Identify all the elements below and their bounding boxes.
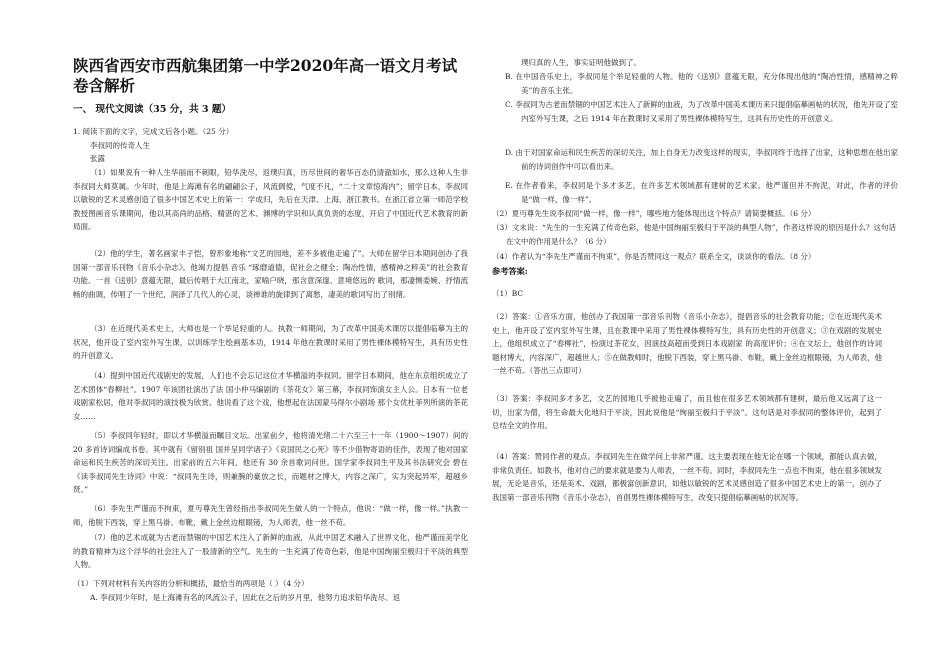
paragraph-5: （5）李叔同年轻时，即以才华横溢而瞩目文坛。出家前夕，他将清光绪二十六至三十一年（1900～1907）间的 20 多首诗词编成书卷。其中就有《留别祖 国并呈同学诸子》《哀国民之心死》等不少借物寄语的佳作，表现了他对国家命运和民生疾苦的深切关注。出家前的五六年间，他还有 30 余首歌词问世。国学家李叔同生平及其书法研究会 碧在《读李叔同先生诗词》中说：“叔同先生诗，则兼腕的豪放之长，而题材之博大，内容之深广，实为突起异军，超越乡贤。” — [73, 431, 468, 495]
essay-title: 李叔同的传奇人生 — [90, 141, 150, 150]
question-2: （2）夏丏尊先生说李叔同“做一样，像一样”，哪些地方能体现出这个特点？请简要概括。（6 分） — [492, 209, 816, 218]
question-4: （4）作者认为“李先生严谨而不拘束”，你是否赞同这一观点？联系全文，谈谈你的看法。（8 分） — [492, 252, 816, 261]
answer-3: （3）答案：李叔同多才多艺，文艺的园地几乎被他走遍了，而且他在很多艺术领域都有建树，最后他又远离了这一切，出家为僧，将生命最大化地归于平淡，因此说他是“绚丽至极归于平淡”。这句话是对李叔同的整体评价，起到了总结全文的作用。 — [492, 394, 882, 431]
question-intro: 1. 阅读下面的文字，完成文后各小题。（25 分） — [73, 127, 234, 136]
option-b: B. 在中国音乐史上，李叔同是个举足轻重的人物。他的《送别》意蕴无限，充分体现出他的“陶冶性情，感精神之粹美”的音乐主张。 — [505, 72, 898, 95]
option-d: D. 由于对国家命运和民生疾苦的深切关注，加上自身无力改变这样的现实，李叔同终于选择了出家，这种思想在他出家前的诗词创作中可以看出来。 — [505, 148, 899, 171]
essay-author: 张露 — [90, 154, 105, 163]
page-title: 陕西省西安市西航集团第一中学2020年高一语文月考试卷含解析 — [73, 56, 458, 95]
answers-heading: 参考答案: — [492, 266, 528, 276]
answer-4: （4）答案：赞同作者的观点。李叔同先生在做学问上非常严谨。这主要表现在他无论在哪一个领域，都能认真去做，非常负责任。如教书，他对自己的要求就是要为人师表，一丝不苟。同时，李叔同先生一点也不拘束，他在很多领域发展，无论是音乐，还是美术、戏剧，都极富创新意识，如他以敏锐的艺术灵感创造了很多中国艺术史上的第一，创办了我国第一部音乐刊物《音乐小杂志》，首倡男性裸体模特写生，改变只提倡临摹画帖的状况等。 — [492, 452, 882, 502]
option-a-continued: 璞归真的人生，事实证明他做到了。 — [521, 58, 641, 67]
answer-2: （2）答案：①音乐方面，他创办了我国第一部音乐刊物《音乐小杂志》，提倡音乐的社会教育功能；②在近现代美术史上，他开设了室内室外写生课，且在教课中采用了男性裸体模特写生，具有历史性的开创意义；③在戏剧的发展史上，他组织成立了“春柳社”，扮演过茶花女，因演技高超而受到日本戏剧家 的高度评价；④在文坛上，他创作的诗词题材博大，内容深广，超越世人；⑤在做教师时，他脱下西装，穿上黑马褂、布鞋，戴上金丝边框眼镜，为人师表，他一丝不苟。（答出三点即可） — [492, 312, 882, 376]
option-e: E. 在作者看来，李叔同是个多才多艺，在许多艺术领域都有建树的艺术家。他严谨但并不拘泥，对此，作者的评价是“做一样，像一样”。 — [505, 181, 898, 204]
paragraph-4: （4）提到中国近代戏剧史的发展，人们也不会忘记这位才华横溢的李叔同。留学日本期间，他在东京组织成立了艺术团体“春柳社”。1907 年该团社演出了法 国小仲马编剧的《茶花女》第三幕，李叔同饰演女主人公。日本有一位老戏剧家松居，他对李叔同的演技极为欣赏。他说看了这个戏，他想起在法国蒙马得尔小剧场 那个女优杜菲列所演的茶花女…… — [73, 371, 468, 421]
paragraph-7: （7）他的艺术成就为古老而禁锢的中国艺术注入了新鲜的血液，从此中国艺术融入了世界文化，他严谨而美学化的教育精神为这个浮华的社会注入了一股清新的空气。先生的一生充满了传奇色彩，他是中国绚丽至极归于平淡的典型人物。 — [73, 533, 468, 570]
option-c: C. 李叔同为古老而禁锢的中国艺术注入了新鲜的血液，为了改革中国美术课历来只提倡临摹画帖的状况，他先开设了室内室外写生课，之后 1914 年在教课时又采用了男性裸体模特写生，这具有历史性的开创意义。 — [505, 100, 898, 123]
section-heading: 一、 现代文阅读（35 分，共 3 题） — [73, 104, 232, 115]
option-a: A. 李叔同少年时，是上海滩有名的风流公子，因此在之后的岁月里，他努力追求铅华洗尽、返 — [90, 593, 401, 602]
answer-1: （1）BC — [492, 289, 524, 298]
paragraph-3: （3）在近现代美术史上，大师也是一个举足轻重的人。执教一师期间，为了改革中国美术课厉以提倡临摹为主的状况，他开设了室内室外写生课，以训练学生绘画基本功，1914 年他在教课时采用了男性裸体模特写生，具有历史性的开创意义。 — [73, 324, 468, 361]
paragraph-1: （1）如果说有一种人生华丽而不刺眼，铅华洗尽，返璞归真，历尽世间的奢华百态仍清澈如水，那么这种人生非李叔同大师莫属。少年时，他是上海滩有名的翩翩公子，风流倜傥，气度不凡，“二十文章惊海内”；留学日本，李叔同以敏锐的艺术灵感创造了很多中国艺术史上的第一：学成归，先后在天津、上海、浙江教书。在浙江省立第一师范学校教授图画音乐课期间，他以其高尚的品格、精湛的艺术、渊博的学识和认真负责的态度，开启了中国近代艺术教育的新局面。 — [73, 168, 468, 232]
paragraph-2: （2）他的学生，著名画家丰子恺，曾形象地称“文艺的园地，差不多被他走遍了”。大师在留学日本期间创办了我国第一部音乐刊物《音乐小杂志》。他竭力提倡 音乐 “琢磨道德，促社会之健全；陶冶性情，感精神之粹美”的社会教育功能。一首《送别》意蕴无限，最后传唱于大江南北，家喻户晓，那含意深邃、意境悠远的 歌词，那凄恻委婉、抒情流畅的曲调，传唱了一个世纪，润泽了几代人的心灵，谈禅谁的旋律到了离愁，凄美的歌词写出了别绪。 — [73, 249, 468, 299]
question-3: （3）文末说：“先生的一生充满了传奇色彩，他是中国绚丽至极归于平淡的典型人物”，作者这样说的原因是什么？这句话在文中的作用是什么？（6 分） — [492, 223, 896, 246]
paragraph-6: （6）李先生严谨而不拘束，夏丏尊先生曾经指出李叔同先生做人的一个特点，他说：“做一样，像一样。”执教一师，他脱下西装，穿上黑马褂、布靴，戴上金丝边框眼镜，为人师表，他一丝不苟。 — [73, 504, 468, 527]
question-1: （1）下列对材料有关内容的分析和概括，最恰当的两项是（ ）（4 分） — [73, 579, 309, 588]
